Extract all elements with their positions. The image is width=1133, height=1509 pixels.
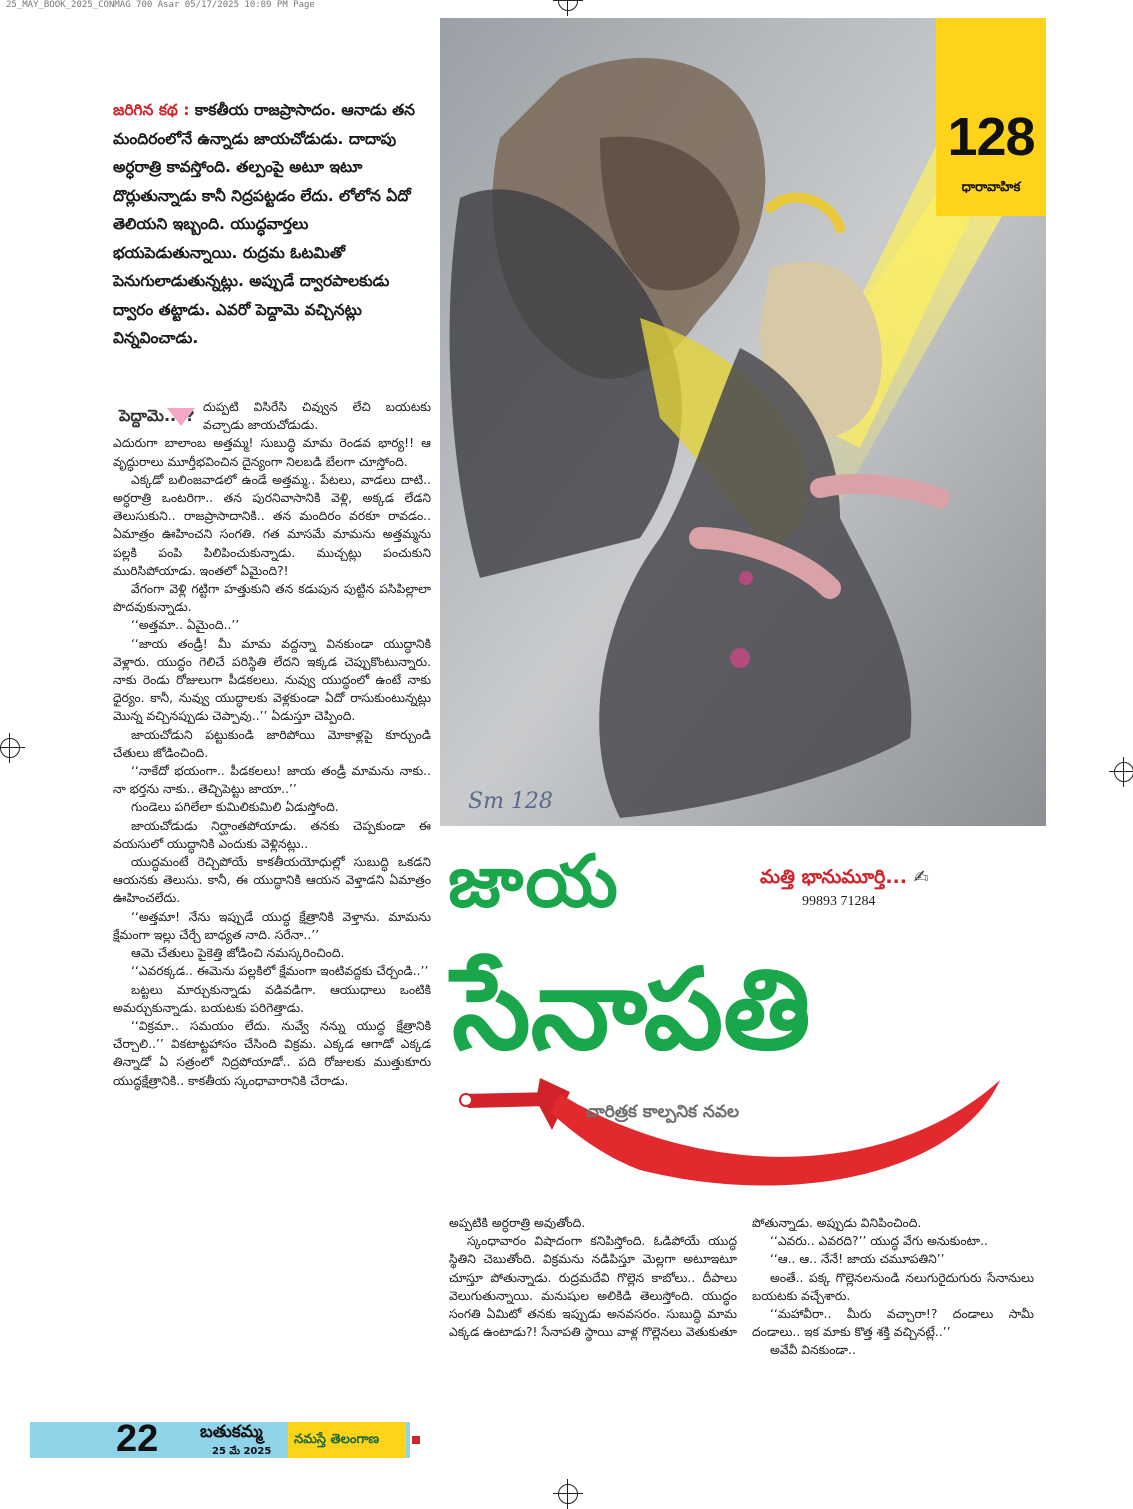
paragraph: ‘‘జాయ తండ్రీ! మీ మామ వద్దన్నా వినకుండా యుద్ధానికి వెళ్లారు. యుద్ధం గెలిచే పరిస్థితి లేదని ఇక్కడ చెప్పుకొంటున్నారు. నాకు రెండు రోజులుగా పీడకలలు. నువ్వు యుద్ధంలో ఉంటే నాకు ధైర్యం. కానీ, నువ్వు యుద్ధాలకు వెళ్లకుండా ఏదో రాసుకుంటున్నట్లు మొన్న వచ్చినప్పుడు చెప్పావు..’’ ఏడుస్తూ చెప్పింది. [113,636,431,724]
paragraph: ‘‘ఎవరు.. ఎవరది?’’ యుద్ధ వేగు అనుకుంటా.. [770,1234,988,1249]
paragraph: అప్పటికి అర్ధరాత్రి అవుతోంది. [449,1216,586,1230]
paragraph: ‘‘అత్తమా.. ఏమైంది..’’ [131,618,240,633]
paragraph: వేగంగా వెళ్లి గట్టిగా హత్తుకుని తన కడుపున పుట్టిన పసిపిల్లాలా పొదవుకున్నాడు. [113,582,431,615]
newspaper-logo [288,1422,406,1458]
paragraph: ‘‘మహావీరా.. మీరు వచ్చారా!? దండాలు సామీ దండాలు.. ఇక మాకు కొత్త శక్తి వచ్చినట్లే..’’ [752,1307,1034,1340]
registration-mark-right [1114,762,1133,782]
paragraph: అంతే.. పక్క గొల్లెనలనుండి నలుగురైదుగురు సేనానులు బయటకు వచ్చేశారు. [752,1270,1034,1303]
artist-signature: Sm 128 [468,789,553,814]
page-number: 22 [116,1418,159,1460]
genre-label: చారిత్రక కాల్పనిక నవల [586,1102,740,1122]
paragraph: దుప్పటి విసిరేసి చివ్వున లేచి బయటకు వచ్చాడు జాయచోడుడు. [203,400,431,433]
paragraph: యుద్ధమంటే రెచ్చిపోయే కాకతీయయోధుల్లో సుబుద్ధి ఒకడని ఆయనకు తెలుసు. కానీ, ఈ యుద్ధానికి ఆయన వెళ్తాడని ఏమాత్రం ఊహించలేదు. [113,855,431,906]
issue-label: ధారావాహిక [961,180,1021,195]
story-summary [113,96,433,353]
paragraph: ‘‘విక్రమా.. సమయం లేదు. నువ్వే నన్ను యుద్ధ క్షేత్రానికి చేర్చాలి..’’ వికటాట్టహాసం చేసింది విక్రమ. ఎక్కడ ఆగాడో ఎక్కడ తిన్నాడో ఏ సత్రంలో నిద్రపోయాడో.. పది రోజులకు ముత్తుకూరు యుద్ధక్షేత్రానికి.. కాకతీయ స్కంధావారానికి చేరాడు. [113,1018,431,1088]
paragraph: ఎక్కడో బలింజవాడలో ఉండే అత్తమ్మ.. పేటలు, వాడలు దాటి.. అర్ధరాత్రి ఒంటరిగా.. తన పురనివాసానికి వెళ్లి, అక్కడ లేడని తెలుసుకుని.. రాజప్రాసాదానికి.. తన మందిరం వరకూ రావడం.. ఏమాత్రం ఊహించని సంగతి. గత మాసమే మామను అత్తమ్మను పల్లకి పంపి పిలిపించుకున్నాడు. ముచ్చట్లు పంచుకుని మురిసిపోయాడు. ఇంతలో ఏమైంది?! [113,472,431,578]
registration-mark-left [0,738,20,758]
author-name-text: మత్తి భానుమూర్తి [760,866,886,888]
paragraph: ‘‘నాకేదో భయంగా.. పీడకలలు! జాయ తండ్రీ మామను నాకు.. నా భర్తను నాకు.. తెచ్చిపెట్టు జాయా..’’ [113,764,431,797]
newspaper-name: నమస్తే తెలంగాణ [294,1432,380,1447]
paragraph: ‘‘ఎవరక్కడ.. ఈమెను పల్లకిలో క్షేమంగా ఇంటివద్దకు చేర్చండి..’’ [131,964,429,979]
pen-icon: ✍ [913,867,929,888]
paragraph: గుండెలు పగిలేలా కుమిలికుమిలి ఏడుస్తోంది. [131,800,339,815]
paragraph: జాయచోడుని పట్టుకుండి జారిపోయి మోకాళ్లపై కూర్చుండి చేతులు జోడించింది. [113,727,431,760]
dropcap-text: పెద్దామె..?? [119,406,195,425]
title-line-1: జాయ [448,839,620,923]
author-suffix: ... [885,866,907,888]
issue-number: 128 [947,107,1035,167]
paragraph: ఆమె చేతులు పైకెత్తి జోడించి నమస్కరించింది. [131,946,345,961]
registration-mark-bottom [558,1484,578,1504]
magazine-name: బతుకమ్మ [200,1422,263,1442]
column-2 [449,1214,737,1341]
paragraph: అవేవీ వినకుండా.. [770,1343,856,1358]
paragraph: బట్టలు మార్చుకున్నాడు వడివడిగా. ఆయుధాలు ఒంటికి అమర్చుకున్నాడు. బయటకు పరిగెత్తాడు. [113,982,431,1015]
column-3 [752,1214,1034,1360]
issue-date: 25 మే 2025 [212,1446,272,1457]
red-square-icon [412,1436,420,1444]
paragraph: జాయచోడుడు నిర్ఘాంతపోయాడు. తనకు చెప్పకుండా ఈ వయసులో యుద్ధానికి ఎందుకు వెళ్లినట్లు.. [113,818,431,851]
column-1 [113,398,431,1090]
paragraph: ‘‘ఆ.. ఆ.. నేనే! జాయ చమూపతిని’’ [770,1252,945,1267]
issue-badge [936,18,1046,216]
summary-text: కాకతీయ రాజప్రాసాదం. ఆనాడు తన మందిరంలోనే ఉన్నాడు జాయచోడుడు. దాదాపు అర్ధరాత్రి కావస్తోంది. తల్పంపై అటూ ఇటూ దొర్లుతున్నాడు కానీ నిద్రపట్టడం లేదు. లోలోన ఏదో తెలియని ఇబ్బంది. యుద్ధవార్తలు భయపెడుతున్నాయి. రుద్రమ ఓటమితో పెనుగులాడుతున్నట్లు. అప్పుడే ద్వారపాలకుడు ద్వారం తట్టాడు. ఎవరో పెద్దామె వచ్చినట్లు విన్నవించాడు. [113,101,416,347]
sword-icon [440,1060,1040,1210]
title-line-2: సేనాపతి [452,945,811,1075]
paragraph: స్కంధావారం విషాదంగా కనిపిస్తోంది. ఓడిపోయే యుద్ధ స్థితిని చెబుతోంది. విక్రమను నడిపిస్తూ మెల్లగా అటూఇటూ చూస్తూ పోతున్నాడు. రుద్రమదేవి గొల్లెన కాబోలు.. దీపాలు వెలుగుతున్నాయి. మనుషుల అలికిడి తెలుస్తోంది. యుద్ధం సంగతి ఏమిటో తనకు ఇప్పుడు అనవసరం. సుబుద్ధి మామ ఎక్కడ ఉంటాడు?! సేనాపతి స్థాయి వాళ్ల గొల్లెనలు వెతుకుతూ [449,1234,737,1340]
summary-label: జరిగిన కథ : [113,101,190,119]
author-name [760,866,929,893]
paragraph: ‘‘అత్తమా! నేను ఇప్పుడే యుద్ధ క్షేత్రానికి వెళ్తాను. మామను క్షేమంగా ఇల్లు చేర్చే బాధ్యత నాది. సరేనా..’’ [113,909,431,942]
paragraph: పోతున్నాడు. అప్పుడు వినిపించింది. [752,1216,922,1230]
author-phone: 99893 71284 [802,894,876,909]
paragraph: ఎదురుగా బాలాంబ అత్తమ్మ! సుబుద్ధి మామ రెండవ భార్య!! ఆ వృద్ధురాలు మూర్తీభవించిన దైన్యంగా నిలబడి బేలగా చూస్తోంది. [113,436,431,469]
print-slug: 25_MAY_BOOK_2025_CONMAG 700 Asar 05/17/2025 10:09 PM Page [6,0,315,10]
page-footer [30,1418,430,1462]
